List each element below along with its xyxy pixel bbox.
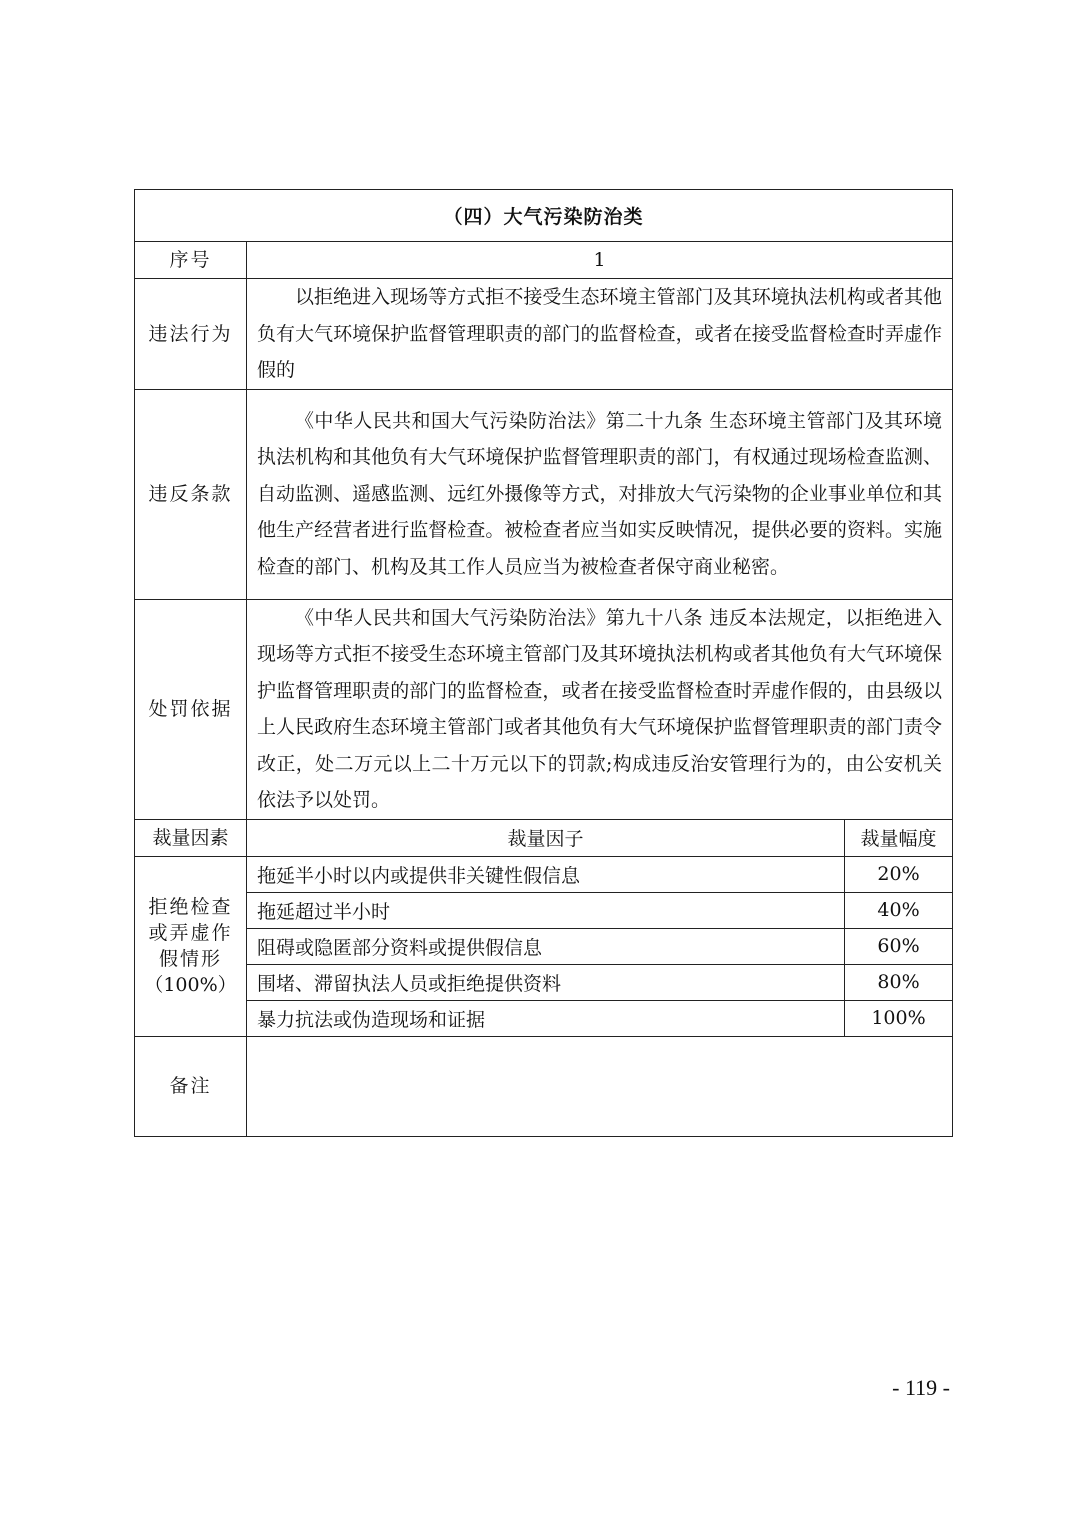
table-title: （四）大气污染防治类 — [135, 190, 953, 242]
penalty-discretion-table — [134, 189, 953, 1137]
penalty-basis-row — [135, 599, 953, 819]
remarks-text — [247, 1036, 953, 1136]
discretion-factor: 拖延半小时以内或提供非关键性假信息 — [247, 856, 845, 892]
discretion-group-line: 或弄虚作 — [148, 922, 233, 944]
discretion-group-label — [135, 856, 247, 1036]
discretion-factor-header: 裁量因素 — [135, 819, 247, 856]
discretion-range: 40% — [845, 892, 953, 928]
serial-label: 序号 — [135, 242, 247, 279]
remarks-row — [135, 1036, 953, 1136]
discretion-range: 60% — [845, 928, 953, 964]
discretion-factor: 暴力抗法或伪造现场和证据 — [247, 1000, 845, 1036]
discretion-row — [135, 928, 953, 964]
penalty-basis-label: 处罚依据 — [135, 599, 247, 819]
discretion-range-header: 裁量幅度 — [845, 819, 953, 856]
penalty-basis-text: 《中华人民共和国大气污染防治法》第九十八条 违反本法规定，以拒绝进入现场等方式拒不接受生态环境主管部门及其环境执法机构或者其他负有大气环境保护监督管理职责的部门的监督检查，或者在接受监督检查时弄虚作假的，由县级以上人民政府生态环境主管部门或者其他负有大气环境保护监督管理职责的部门责令改正，处二万元以上二十万元以下的罚款;构成违反治安管理行为的，由公安机关依法予以处罚。 — [247, 599, 953, 819]
discretion-row — [135, 856, 953, 892]
discretion-factor: 拖延超过半小时 — [247, 892, 845, 928]
discretion-group-line: 拒绝检查 — [148, 896, 233, 918]
discretion-header-row — [135, 819, 953, 856]
serial-row — [135, 242, 953, 279]
discretion-range: 20% — [845, 856, 953, 892]
remarks-label: 备注 — [135, 1036, 247, 1136]
violated-clause-text: 《中华人民共和国大气污染防治法》第二十九条 生态环境主管部门及其环境执法机构和其他负有大气环境保护监督管理职责的部门，有权通过现场检查监测、自动监测、遥感监测、远红外摄像等方式，对排放大气污染物的企业事业单位和其他生产经营者进行监督检查。被检查者应当如实反映情况，提供必要的资料。实施检查的部门、机构及其工作人员应当为被检查者保守商业秘密。 — [247, 389, 953, 599]
discretion-row — [135, 1000, 953, 1036]
page-number: - 119 - — [892, 1375, 950, 1400]
violation-text: 以拒绝进入现场等方式拒不接受生态环境主管部门及其环境执法机构或者其他负有大气环境保护监督管理职责的部门的监督检查，或者在接受监督检查时弄虚作假的 — [247, 279, 953, 390]
violation-label: 违法行为 — [135, 279, 247, 390]
discretion-group-line: 假情形 — [158, 948, 222, 970]
violation-row — [135, 279, 953, 390]
discretion-range: 80% — [845, 964, 953, 1000]
discretion-range: 100% — [845, 1000, 953, 1036]
violated-clause-label: 违反条款 — [135, 389, 247, 599]
discretion-group-line: （100%） — [144, 974, 237, 996]
discretion-item-header: 裁量因子 — [247, 819, 845, 856]
discretion-factor: 围堵、滞留执法人员或拒绝提供资料 — [247, 964, 845, 1000]
title-row — [135, 190, 953, 242]
serial-value: 1 — [247, 242, 953, 279]
discretion-row — [135, 964, 953, 1000]
discretion-row — [135, 892, 953, 928]
violated-clause-row — [135, 389, 953, 599]
discretion-factor: 阻碍或隐匿部分资料或提供假信息 — [247, 928, 845, 964]
